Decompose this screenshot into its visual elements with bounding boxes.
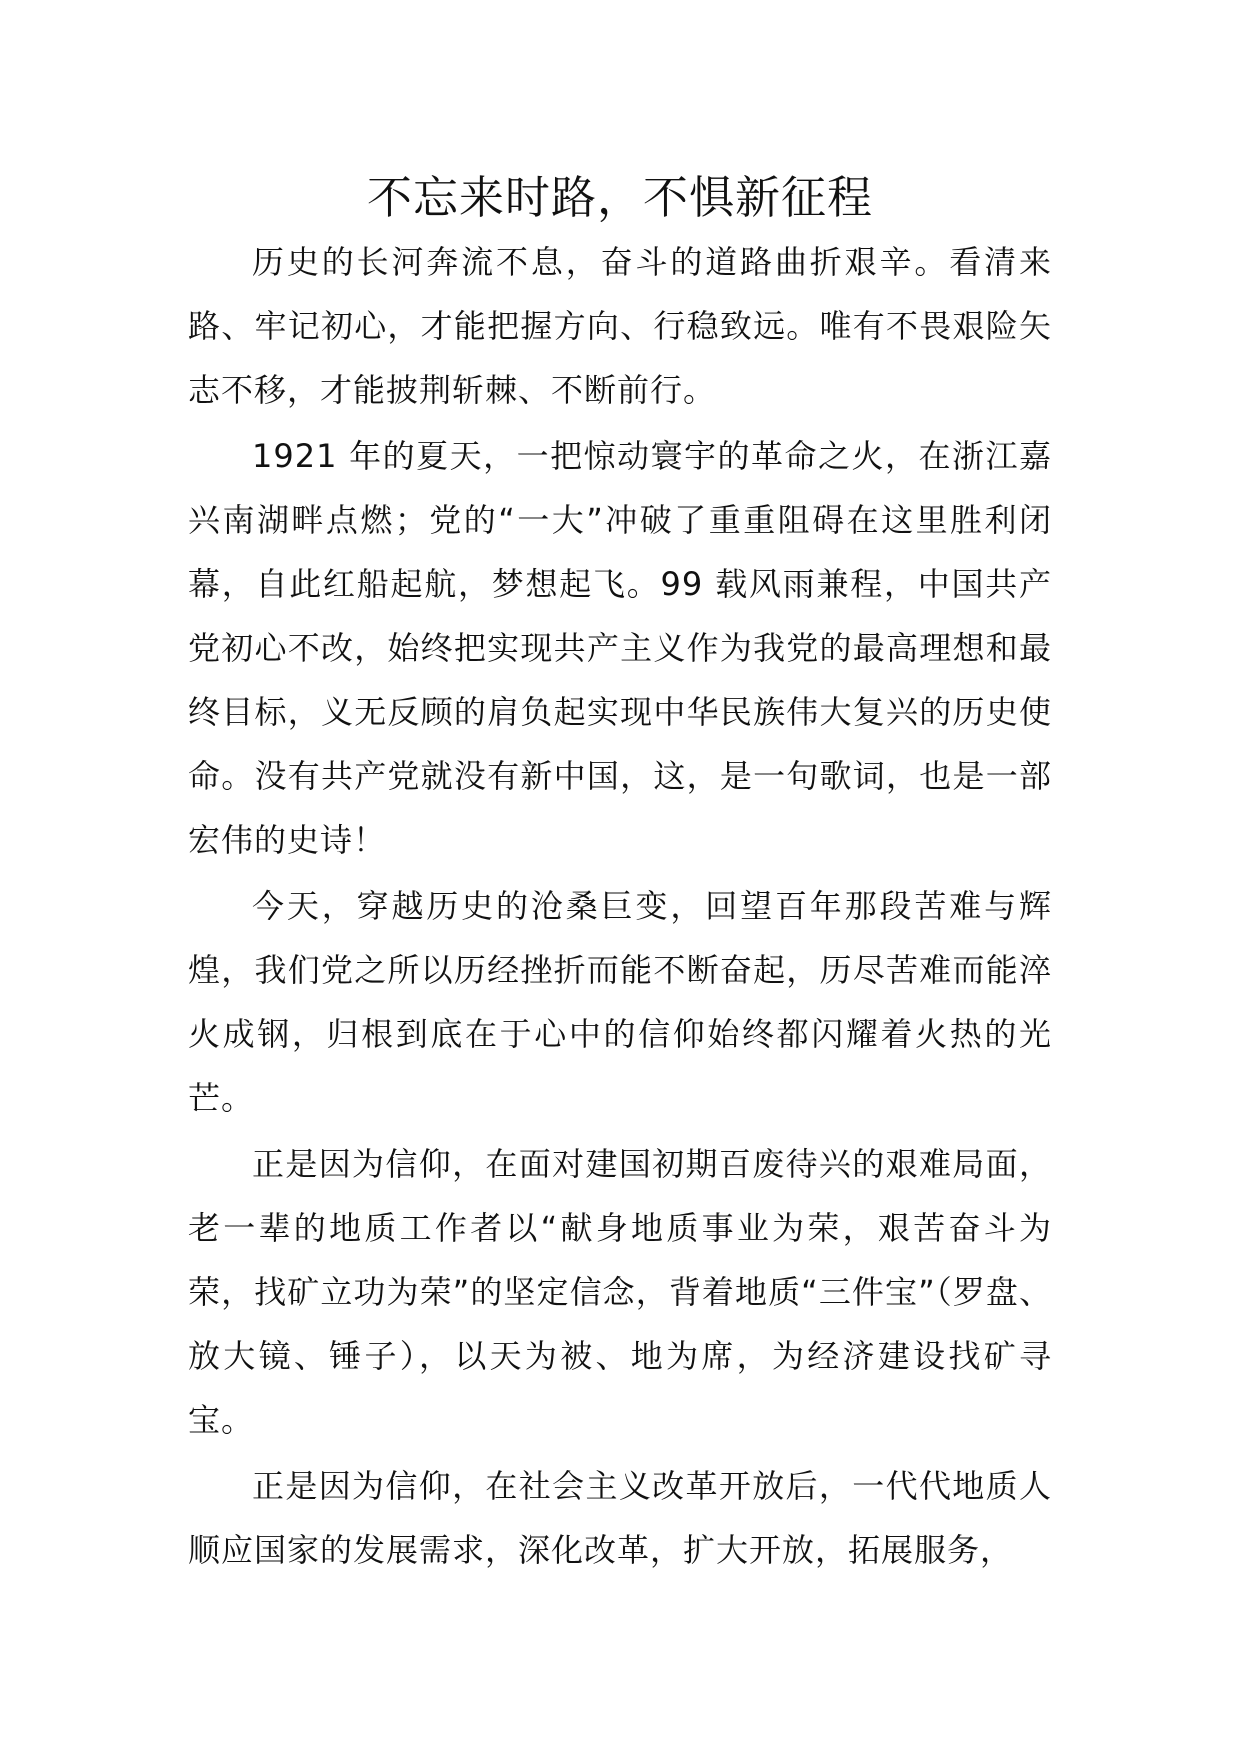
paragraph: 历史的长河奔流不息，奋斗的道路曲折艰辛。看清来路、牢记初心，才能把握方向、行稳致远。唯有不畏艰险矢志不移，才能披荆斩棘、不断前行。 (188, 243, 1052, 409)
paragraph: 正是因为信仰，在面对建国初期百废待兴的艰难局面，老一辈的地质工作者以“献身地质事业为荣，艰苦奋斗为荣，找矿立功为荣”的坚定信念，背着地质“三件宝”（罗盘、放大镜、锤子），以天为被、地为席，为经济建设找矿寻宝。 (188, 1145, 1052, 1439)
paragraph: 正是因为信仰，在社会主义改革开放后，一代代地质人顺应国家的发展需求，深化改革，扩大开放，拓展服务， (188, 1467, 1052, 1569)
paragraph: 今天，穿越历史的沧桑巨变，回望百年那段苦难与辉煌，我们党之所以历经挫折而能不断奋起，历尽苦难而能淬火成钢，归根到底在于心中的信仰始终都闪耀着火热的光芒。 (188, 887, 1052, 1117)
document-title: 不忘来时路，不惧新征程 (366, 171, 873, 224)
paragraph: 1921 年的夏天，一把惊动寰宇的革命之火，在浙江嘉兴南湖畔点燃；党的“一大”冲破了重重阻碍在这里胜利闭幕，自此红船起航，梦想起飞。99 载风雨兼程，中国共产党初心不改，始终把实现共产主义作为我党的最高理想和最终目标，义无反顾的肩负起实现中华民族伟大复兴的历史使命。没有共产党就没有新中国，这，是一句歌词，也是一部宏伟的史诗！ (188, 437, 1052, 859)
document-body (188, 168, 1052, 1584)
